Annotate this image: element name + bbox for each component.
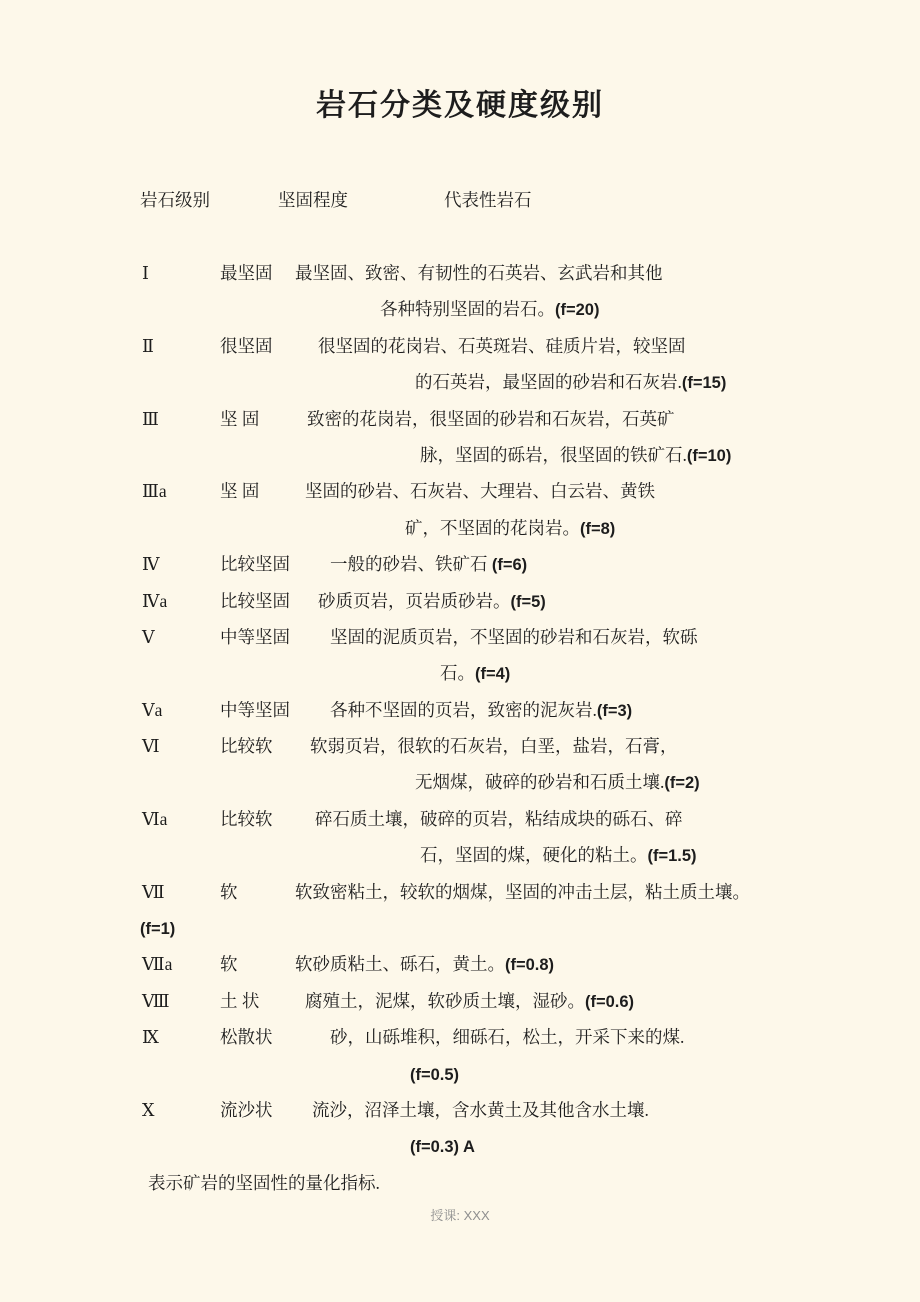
description-line: 致密的花岗岩，很坚固的砂岩和石灰岩，石英矿 <box>307 408 675 429</box>
description-line: 各种不坚固的页岩，致密的泥灰岩. <box>330 699 597 720</box>
description-line: 砂，山砾堆积，细砾石，松土，开采下来的煤. <box>330 1027 685 1048</box>
table-row <box>140 619 780 692</box>
description-line: 脉，坚固的砾岩，很坚固的铁矿石. <box>420 444 687 465</box>
firmness-level: 中等坚固 <box>220 699 290 720</box>
footnote: 表示矿岩的坚固性的量化指标. <box>148 1172 380 1193</box>
hardness-coefficient: (f=8) <box>580 519 616 538</box>
description-line: 石。 <box>440 663 475 684</box>
description-line: 砂质页岩，页岩质砂岩。 <box>318 590 511 611</box>
rock-grade: Ⅲa <box>142 481 167 502</box>
table-row <box>140 328 780 401</box>
rock-description <box>295 583 780 619</box>
hardness-coefficient: (f=1) <box>140 920 176 939</box>
rock-description <box>295 328 780 401</box>
description-line: 无烟煤，破碎的砂岩和石质土壤. <box>415 772 665 793</box>
rock-classification-table <box>140 255 780 1165</box>
rock-description <box>295 946 780 982</box>
rock-description <box>295 692 780 728</box>
firmness-level: 坚 固 <box>220 481 260 502</box>
description-line: 坚固的砂岩、石灰岩、大理岩、白云岩、黄铁 <box>305 481 655 502</box>
rock-grade: Ⅴ <box>142 626 155 647</box>
description-line: 腐殖土，泥煤，软砂质土壤，湿砂。 <box>305 990 585 1011</box>
table-row <box>140 946 780 982</box>
hardness-coefficient: (f=1.5) <box>647 847 697 866</box>
firmness-level: 土 状 <box>220 990 260 1011</box>
firmness-level: 松散状 <box>220 1027 273 1048</box>
column-header-grade: 岩石级别 <box>140 190 210 210</box>
page-title: 岩石分类及硬度级别 <box>316 89 604 122</box>
description-line: 软砂质粘土、砾石，黄土。 <box>295 954 505 975</box>
description-line: 坚固的泥质页岩，不坚固的砂岩和石灰岩，软砾 <box>330 626 698 647</box>
rock-description <box>295 255 780 328</box>
rock-description <box>295 401 780 474</box>
table-row <box>140 255 780 328</box>
firmness-level: 最坚固 <box>220 263 273 283</box>
hardness-coefficient: (f=20) <box>555 301 600 320</box>
rock-grade: Ⅲ <box>142 408 159 429</box>
hardness-coefficient: (f=4) <box>475 665 511 684</box>
hardness-coefficient: (f=0.5) <box>410 1065 460 1084</box>
rock-description <box>295 1019 780 1092</box>
description-line: 碎石质土壤，破碎的页岩，粘结成块的砾石、碎 <box>315 808 683 829</box>
hardness-coefficient: (f=0.3) A <box>410 1138 475 1157</box>
rock-grade: Ⅵ <box>142 736 160 757</box>
column-header-representative: 代表性岩石 <box>444 190 532 210</box>
rock-description <box>295 546 780 582</box>
rock-grade: Ⅳa <box>142 590 168 611</box>
rock-description <box>295 728 780 801</box>
description-line: 一般的砂岩、铁矿石 <box>330 554 492 575</box>
table-row <box>140 1019 780 1092</box>
firmness-level: 比较软 <box>220 808 273 829</box>
rock-grade: Ⅷ <box>142 990 170 1011</box>
rock-grade: Ⅵa <box>142 808 168 829</box>
firmness-level: 很坚固 <box>220 335 273 356</box>
description-line: 软弱页岩，很软的石灰岩，白垩，盐岩，石膏， <box>310 736 678 757</box>
table-row <box>140 728 780 801</box>
hardness-coefficient: (f=10) <box>686 446 732 465</box>
description-line: 的石英岩，最坚固的砂岩和石灰岩. <box>415 372 682 393</box>
table-row <box>140 401 780 474</box>
table-row <box>140 1092 780 1165</box>
firmness-level: 比较坚固 <box>220 590 290 611</box>
firmness-level: 比较坚固 <box>220 554 290 575</box>
firmness-level: 流沙状 <box>220 1099 273 1120</box>
rock-grade: Ⅶa <box>142 954 173 975</box>
description-line: 各种特别坚固的岩石。 <box>380 299 555 320</box>
hardness-coefficient: (f=15) <box>681 374 727 393</box>
table-row <box>140 583 780 619</box>
table-row <box>140 874 780 947</box>
table-header <box>140 182 780 219</box>
rock-grade: Ⅳ <box>142 554 160 575</box>
description-line: 矿，不坚固的花岗岩。 <box>405 517 580 538</box>
column-header-firmness: 坚固程度 <box>278 190 348 210</box>
description-line: 石，坚固的煤，硬化的粘土。 <box>420 845 648 866</box>
firmness-level: 比较软 <box>220 736 273 757</box>
hardness-coefficient: (f=6) <box>491 556 528 575</box>
rock-grade: Ⅱ <box>142 335 154 356</box>
page-footer: 授课: XXX <box>430 1208 490 1223</box>
rock-description <box>295 619 780 692</box>
description-line: 流沙，沼泽土壤，含水黄土及其他含水土壤. <box>312 1099 649 1120</box>
hardness-coefficient: (f=3) <box>596 701 633 720</box>
hardness-coefficient: (f=5) <box>510 592 546 611</box>
description-line: 软致密粘土，较软的烟煤，坚固的冲击土层，粘土质土壤。 <box>295 881 750 902</box>
rock-grade: Ⅸ <box>142 1027 159 1048</box>
rock-grade: Ⅶ <box>142 881 165 902</box>
rock-description <box>295 983 780 1019</box>
firmness-level: 软 <box>220 954 238 975</box>
rock-description <box>295 1092 780 1165</box>
rock-description <box>295 473 780 546</box>
description-line: 很坚固的花岗岩、石英斑岩、硅质片岩，较坚固 <box>318 335 686 356</box>
table-row <box>140 692 780 728</box>
table-row <box>140 546 780 582</box>
table-row <box>140 983 780 1019</box>
description-line: 最坚固、致密、有韧性的石英岩、玄武岩和其他 <box>295 263 663 283</box>
rock-grade: Ⅹ <box>142 1099 155 1120</box>
table-row <box>140 801 780 874</box>
table-row <box>140 473 780 546</box>
hardness-coefficient: (f=2) <box>664 774 700 793</box>
rock-description <box>295 801 780 874</box>
firmness-level: 坚 固 <box>220 408 260 429</box>
firmness-level: 中等坚固 <box>220 626 290 647</box>
rock-grade: Ⅴa <box>142 699 163 720</box>
hardness-coefficient: (f=0.6) <box>585 992 635 1011</box>
rock-grade: Ⅰ <box>142 263 149 283</box>
firmness-level: 软 <box>220 881 238 902</box>
hardness-coefficient: (f=0.8) <box>505 956 555 975</box>
